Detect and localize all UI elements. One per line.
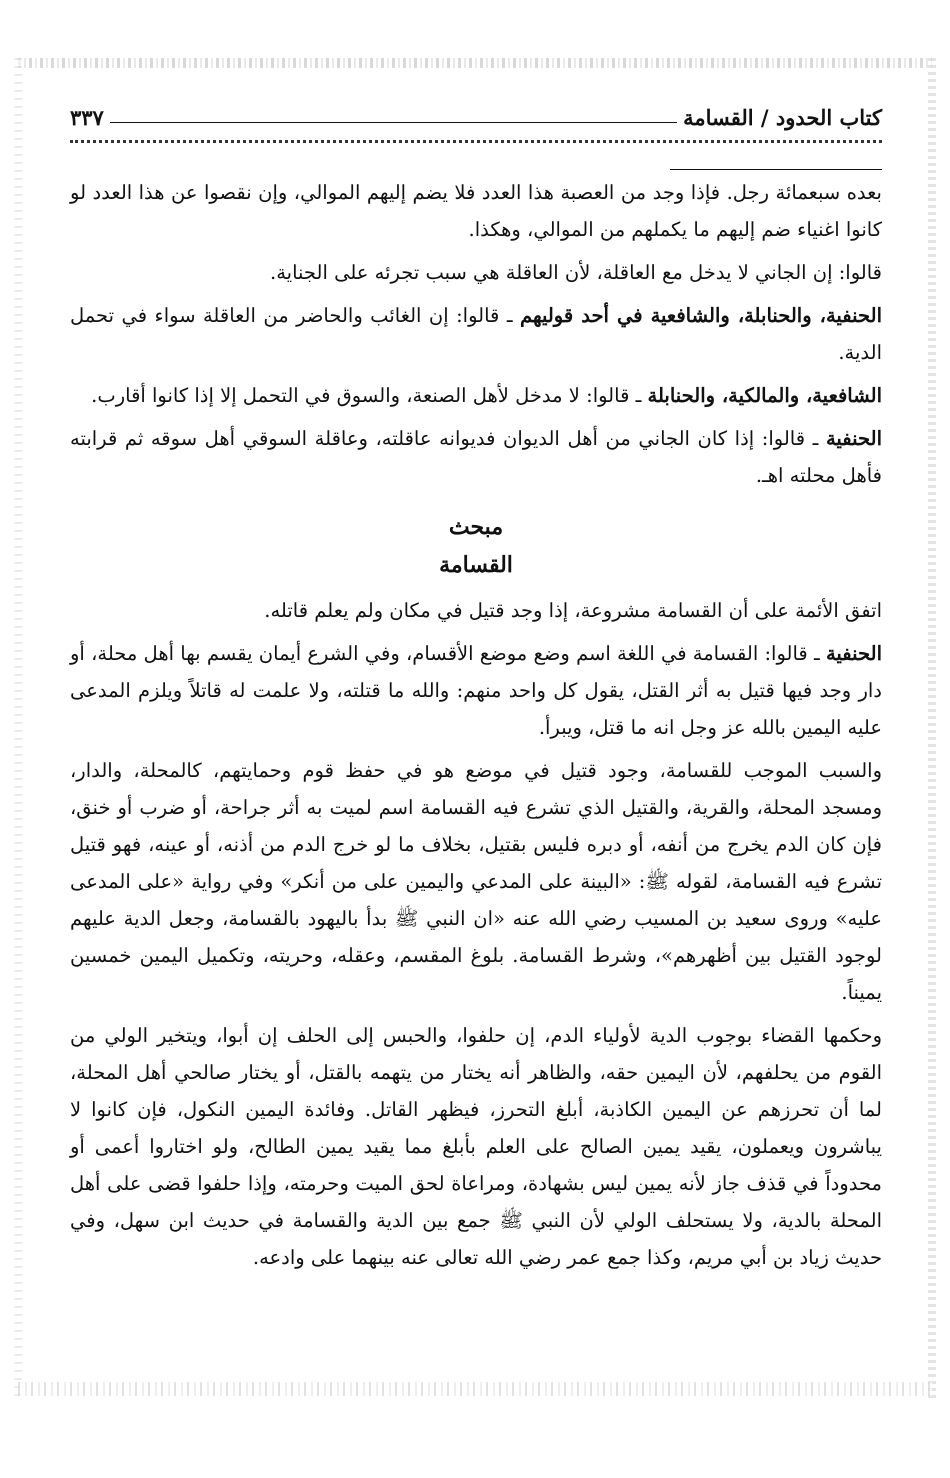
page bbox=[70, 96, 882, 1282]
scan-border-bottom bbox=[18, 1382, 932, 1396]
paragraph: وحكمها القضاء بوجوب الدية لأولياء الدم، إن حلفوا، والحبس إلى الحلف إن أبوا، ويتخير الولي من القوم من يحلفهم، لأن اليمين حقه، والظاهر أنه يختار من يتهمه بالقتل، أو يختار صالحي أهل المحلة، لما أن تحرزهم عن اليمين الكاذبة، أبلغ التحرز، فيظهر القاتل. وفائدة اليمين النكول، فإن كانوا لا يباشرون ويعملون، يقيد يمين الصالح على العلم بأبلغ مما يقيد يمين الطالح، ولو اختاروا أعمى أو محدوداً في قذف جاز لأنه يمين ليس بشهادة، ومراعاة لحق الميت وحرمته، وإذا حلفوا قضى على أهل المحلة بالدية، ولا يستحلف الولي لأن النبي ﷺ جمع بين الدية والقسامة في حديث ابن سهل، وفي حديث زياد بن أبي مريم، وكذا جمع عمر رضي الله تعالى عنه بينهما على وادعه. bbox=[70, 1024, 882, 1269]
paragraph: والسبب الموجب للقسامة، وجود قتيل في موضع هو في حفظ قوم وحمايتهم، كالمحلة، والدار، ومسجد المحلة، والقرية، والقتيل الذي تشرع فيه القسامة اسم لميت به أثر جراحة، أو ضرب أو خنق، فإن كان الدم يخرج من أنفه، أو دبره فليس بقتيل، بخلاف ما لو خرج الدم من أذنه، أو عينه، فهو قتيل تشرع فيه القسامة، لقوله ﷺ: «البينة على المدعي واليمين على من أنكر» وفي رواية «على المدعى عليه» وروى سعيد بن المسيب رضي الله عنه «ان النبي ﷺ بدأ باليهود بالقسامة، وجعل الدية عليهم لوجود القتيل بين أظهرهم»، وشرط القسامة. بلوغ المقسم، وعقله، وحريته، وتكميل اليمين خمسين يميناً. bbox=[70, 759, 882, 1004]
running-header bbox=[70, 96, 882, 130]
section-title: القسامة bbox=[439, 552, 513, 578]
scan-border-left bbox=[14, 58, 22, 1398]
paragraph: قالوا: إن الجاني لا يدخل مع العاقلة، لأن العاقلة هي سبب تجرئه على الجناية. bbox=[270, 261, 882, 284]
paragraph: بعده سبعمائة رجل. فإذا وجد من العصبة هذا العدد فلا يضم إليهم الموالي، وإن نقصوا عن هذا العدد لو كانوا اغنياء ضم إليهم ما يكملهم من الموالي، وهكذا. bbox=[70, 181, 882, 241]
paragraph: الحنفية ـ قالوا: إذا كان الجاني من أهل الديوان فديوانه عاقلته، وعاقلة السوقي أهل سوقه ثم قرابته فأهل محلته اهـ. bbox=[70, 427, 882, 487]
paragraph: الحنفية ـ قالوا: القسامة في اللغة اسم وضع موضع الأقسام، وفي الشرع أيمان يقسم بها أهل محلة، أو دار وجد فيها قتيل به أثر القتل، يقول كل واحد منهم: والله ما قتلته، ولا علمت له قاتلاً ويلزم المدعى عليه اليمين بالله عز وجل انه ما قتل، ويبرأ. bbox=[70, 642, 882, 739]
paragraph: الشافعية، والمالكية، والحنابلة ـ قالوا: لا مدخل لأهل الصنعة، والسوق في التحمل إلا إذا كانوا أقارب. bbox=[91, 384, 882, 407]
section-label: مبحث bbox=[448, 514, 504, 540]
dotted-separator bbox=[70, 140, 882, 153]
scan-border-right bbox=[928, 58, 936, 1398]
header-rule bbox=[110, 122, 677, 123]
school-names: الحنفية bbox=[825, 427, 882, 450]
running-title: كتاب الحدود / القسامة bbox=[683, 105, 882, 130]
bottom-paragraphs bbox=[70, 592, 882, 1276]
top-paragraphs bbox=[70, 174, 882, 494]
footnote-rule bbox=[670, 169, 882, 170]
paragraph: الحنفية، والحنابلة، والشافعية في أحد قوليهم ـ قالوا: إن الغائب والحاضر من العاقلة سواء في تحمل الدية. bbox=[70, 304, 883, 364]
scan-border-top bbox=[18, 58, 932, 68]
school-names: الحنفية، والحنابلة، والشافعية في أحد قوليهم bbox=[520, 304, 883, 327]
page-number: ٣٣٧ bbox=[70, 105, 104, 130]
school-names: الحنفية bbox=[825, 642, 882, 665]
paragraph: اتفق الأئمة على أن القسامة مشروعة، إذا وجد قتيل في مكان ولم يعلم قاتله. bbox=[264, 599, 882, 622]
school-names: الشافعية، والمالكية، والحنابلة bbox=[647, 384, 882, 407]
